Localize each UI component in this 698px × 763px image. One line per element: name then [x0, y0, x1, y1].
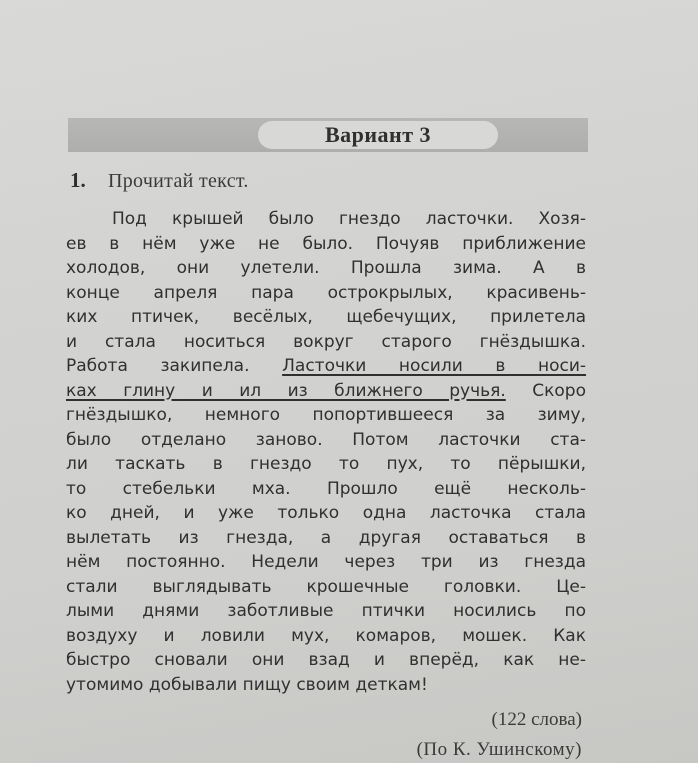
passage-line: стали выглядывать крошечные головки. Це- — [66, 576, 586, 597]
passage-line: воздуху и ловили мух, комаров, мошек. Как — [66, 625, 586, 646]
passage-fragment: Скоро — [532, 380, 586, 401]
passage-line-mixed — [66, 379, 586, 404]
passage-line: Под крышей было гнездо ласточки. Хозя- — [112, 209, 586, 229]
passage-line: вылетать из гнезда, а другая оставаться в — [66, 527, 586, 548]
passage-line: утомимо добывали пищу своим деткам! — [66, 674, 428, 695]
variant-header-band — [68, 118, 588, 152]
passage-line: лыми днями заботливые птички носились по — [66, 601, 586, 621]
passage-line: гнёздышко, немного попортившееся за зиму, — [66, 405, 586, 425]
word-count: (122 слова) — [491, 709, 582, 730]
passage-line: нём постоянно. Недели через три из гнезда — [66, 552, 586, 572]
variant-title: Вариант 3 — [324, 122, 432, 147]
underlined-sentence-part: ках глину и ил из ближнего ручья. — [66, 380, 506, 401]
passage-line: было отделано заново. Потом ласточки ста- — [66, 429, 586, 450]
passage-line: конце апреля пара острокрылых, красивень- — [66, 282, 586, 303]
passage-fragment: Работа закипела. — [66, 356, 250, 376]
task-instruction: Прочитай текст. — [108, 170, 249, 192]
passage-line: ев в нём уже не было. Почуяв приближение — [66, 233, 586, 254]
passage-line: и стала носиться вокруг старого гнёздышка. — [66, 331, 586, 352]
passage-line: ли таскать в гнездо то пух, то пёрышки, — [66, 454, 586, 474]
passage-line: то стебельки мха. Прошло ещё несколь- — [66, 478, 586, 499]
passage-line: ких птичек, весёлых, щебечущих, прилетела — [66, 307, 586, 327]
passage-line-mixed — [66, 354, 586, 379]
passage-line: быстро сновали они взад и вперёд, как не- — [66, 650, 586, 670]
variant-header-pill — [258, 121, 498, 149]
underlined-sentence-part: Ласточки носили в носи- — [282, 356, 587, 376]
author-attribution: (По К. Ушинскому) — [416, 739, 582, 760]
reading-passage — [66, 207, 586, 697]
passage-line: холодов, они улетели. Прошла зима. А в — [66, 258, 586, 278]
task-number: 1. — [70, 168, 86, 192]
passage-line: ко дней, и уже только одна ласточка стала — [66, 503, 586, 523]
